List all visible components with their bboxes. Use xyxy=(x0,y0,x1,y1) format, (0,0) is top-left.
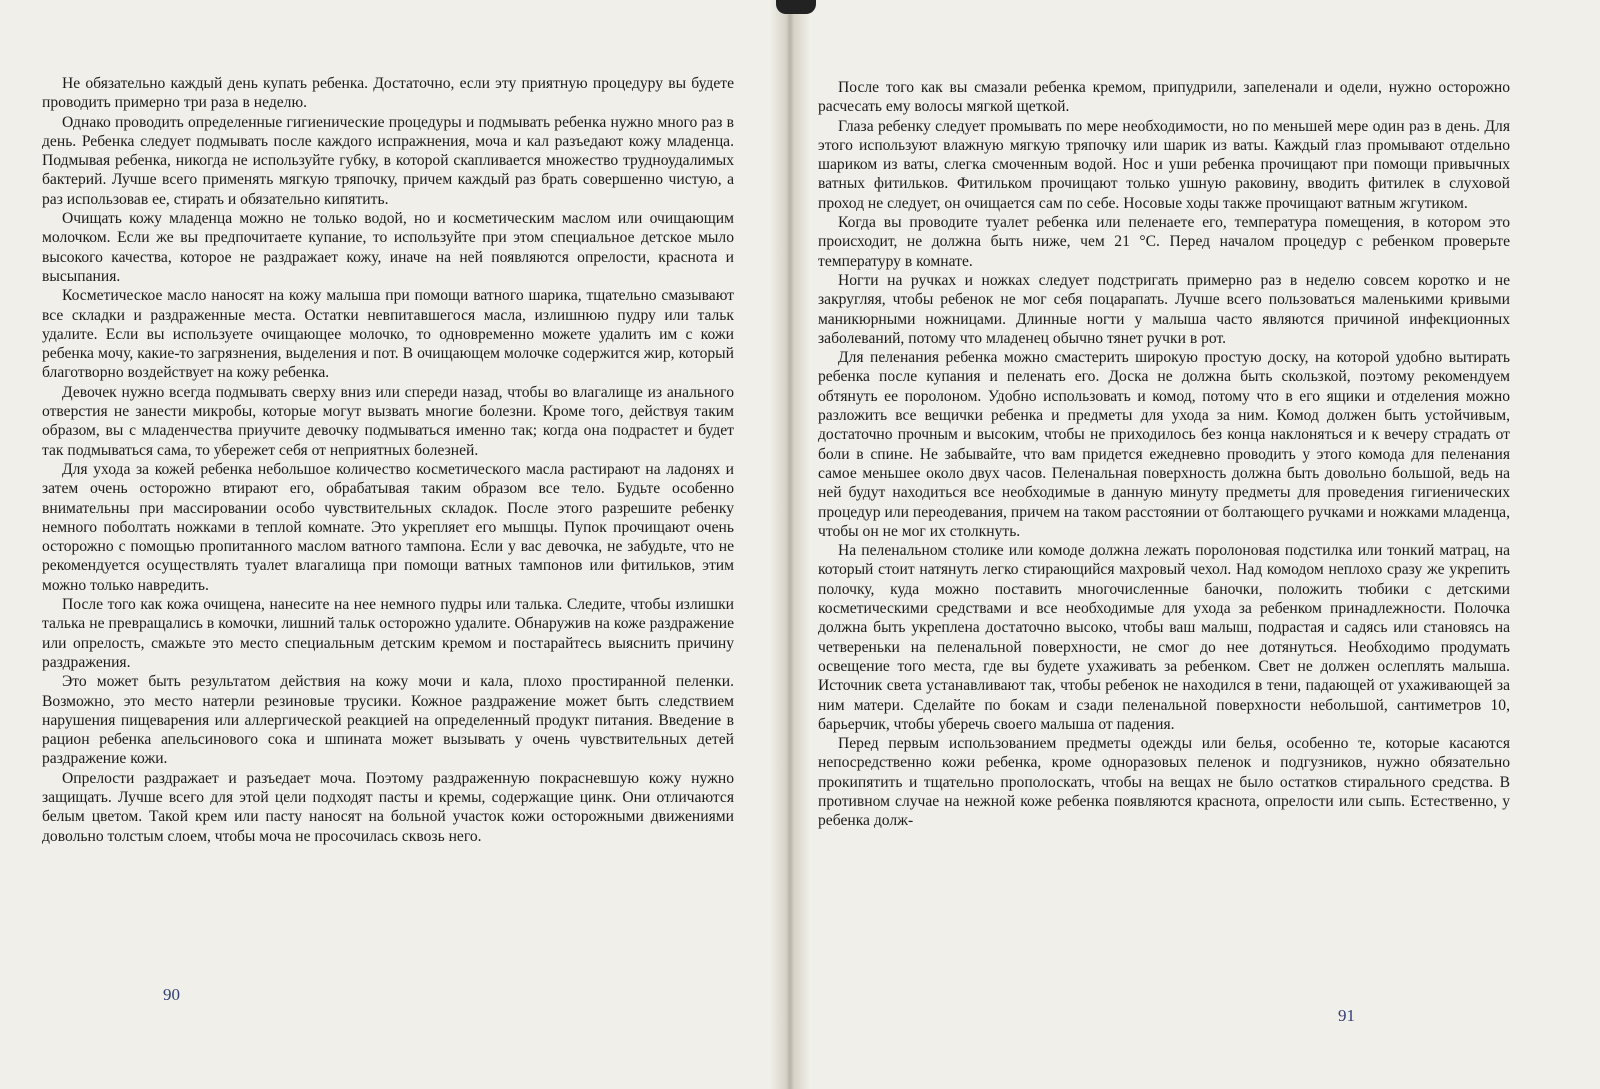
paragraph: Ногти на ручках и ножках следует подстригать примерно раз в неделю совсем коротко и не закругляя, чтобы ребенок не мог себя поцарапать. Лучше всего пользоваться маленькими кривыми маникюрными ножницами. Длинные ногти у малыша часто являются причиной инфекционных заболеваний, потому что младенец обычно тянет ручки в рот. xyxy=(818,271,1510,347)
left-page-text xyxy=(42,74,734,846)
paragraph: Это может быть результатом действия на кожу мочи и кала, плохо простиранной пеленки. Возможно, это место натерли резиновые трусики. Кожное раздражение может быть следствием нарушения пищеварения или аллергической реакцией на определенный продукт питания. Введение в рацион ребенка апельсинового сока и шпината может вызывать у очень чувствительных детей раздражение кожи. xyxy=(42,673,734,768)
paragraph: Девочек нужно всегда подмывать сверху вниз или спереди назад, чтобы во влагалище из анального отверстия не занести микробы, которые могут вызвать многие болезни. Кроме того, действуя таким образом, вы с младенчества приучите девочку подмываться именно так; когда она подрастет и будет так подмываться сама, то убережет себя от неприятных болезней. xyxy=(42,383,734,459)
paragraph: Косметическое масло наносят на кожу малыша при помощи ватного шарика, тщательно смазывают все складки и раздраженные места. Остатки невпитавшегося масла, излишнюю пудру или тальк удалите. Если вы используете очищающее молочко, то одновременно можете удалить им с кожи ребенка мочу, какие-то загрязнения, выделения и пот. В очищающем молочке содержится жир, который благотворно воздействует на кожу ребенка. xyxy=(42,287,734,382)
paragraph: Глаза ребенку следует промывать по мере необходимости, но по меньшей мере один раз в день. Для этого используют влажную мягкую тряпочку или шарик из ваты. Каждый глаз промывают отдельно шариком из ваты, слегка смоченным водой. Нос и уши ребенка прочищают при помощи привычных ватных фитильков. Фитильком прочищают только ушную раковину, вводить фитилек в слуховой проход не следует, он очищается сам по себе. Носовые ходы также прочищают ватным жгутиком. xyxy=(818,117,1510,212)
paragraph: Когда вы проводите туалет ребенка или пеленаете его, температура помещения, в котором это происходит, не должна быть ниже, чем 21 °С. Перед началом процедур с ребенком проверьте температуру в комнате. xyxy=(818,214,1510,270)
right-page-text xyxy=(818,78,1510,831)
paragraph: Для ухода за кожей ребенка небольшое количество косметического масла растирают на ладонях и затем очень осторожно втирают его, обрабатывая таким образом все тело. Будьте особенно внимательны при массировании особо чувствительных складок. После этого разрешите ребенку немного поболтать ножками в теплой комнате. Это укрепляет его мышцы. Пупок прочищают очень осторожно с помощью пропитанного маслом ватного тампона. Если у вас девочка, не забудьте, что не рекомендуется осуществлять туалет влагалища при помощи ватных тампонов или фитильков, этим можно только навредить. xyxy=(42,460,734,594)
book-cover-edge xyxy=(776,0,816,14)
page-number-right: 91 xyxy=(1338,1006,1355,1025)
paragraph: На пеленальном столике или комоде должна лежать поролоновая подстилка или тонкий матрац, на который стоит натянуть легко стирающийся махровый чехол. Над комодом неплохо сразу же укрепить полочку, куда можно поставить многочисленные баночки, положить тюбики с детскими косметическими средствами и все необходимые для ухода за ребенком принадлежности. Полочка должна быть укреплена достаточно высоко, чтобы ваш малыш, подрастая и садясь или становясь на четвереньки на пеленальной поверхности, не смог до нее дотянуться. Необходимо продумать освещение того места, где вы будете ухаживать за ребенком. Свет не должен ослеплять малыша. Источник света устанавливают так, чтобы ребенок не находился в тени, падающей от ухаживающей за ним матери. Сделайте по бокам и сзади пеленальной поверхности небольшой, сантиметров 10, барьерчик, чтобы уберечь своего малыша от падения. xyxy=(818,542,1510,733)
paragraph: Для пеленания ребенка можно смастерить широкую простую доску, на которой удобно вытирать ребенка после купания и пеленать его. Доска не должна быть скользкой, поэтому рекомендуем обтянуть ее поролоном. Удобно использовать и комод, потому что в его ящики и отделения можно разложить все вещички ребенка и предметы для ухода за ним. Комод должен быть устойчивым, достаточно прочным и высоким, чтобы не приходилось без конца наклоняться и к вечеру страдать от боли в спине. Не забывайте, что вам придется ежедневно проводить у этого комода для пеленания самое меньшее около двух часов. Пеленальная поверхность должна быть довольно большой, ведь на ней будут находиться все необходимые в данную минуту предметы для проведения гигиенических процедур или переодевания, причем на таком расстоянии от болтающего ручками и ножками младенца, чтобы он не мог их столкнуть. xyxy=(818,349,1510,540)
page-number-left: 90 xyxy=(163,985,180,1004)
paragraph: После того как кожа очищена, нанесите на нее немного пудры или талька. Следите, чтобы излишки талька не превращались в комочки, лишний тальк осторожно удалите. Обнаружив на коже раздражение или опрелость, смажьте это место специальным детским кремом и постарайтесь выяснить причину раздражения. xyxy=(42,596,734,671)
paragraph: После того как вы смазали ребенка кремом, припудрили, запеленали и одели, нужно осторожно расчесать ему волосы мягкой щеткой. xyxy=(818,79,1510,116)
paragraph: Перед первым использованием предметы одежды или белья, особенно те, которые касаются непосредственно кожи ребенка, кроме одноразовых пеленок и подгузников, нужно обязательно прокипятить и тщательно прополоскать, чтобы на вещах не было остатков стирального средства. В противном случае на нежной коже ребенка появляются краснота, опрелости или сыпь. Естественно, у ребенка долж- xyxy=(818,735,1510,830)
paragraph: Опрелости раздражает и разъедает моча. Поэтому раздраженную покрасневшую кожу нужно защищать. Лучше всего для этой цели подходят пасты и кремы, содержащие цинк. Они отличаются белым цветом. Такой крем или пасту наносят на больной участок кожи осторожными движениями довольно толстым слоем, чтобы моча не просочилась сквозь него. xyxy=(42,769,734,845)
paragraph: Очищать кожу младенца можно не только водой, но и косметическим маслом или очищающим молочком. Если же вы предпочитаете купание, то используйте при этом специальное детское мыло высокого качества, которое не раздражает кожу, иначе на ней появляются опрелости, краснота и высыпания. xyxy=(42,210,734,285)
left-page xyxy=(0,0,790,1089)
paragraph: Не обязательно каждый день купать ребенка. Достаточно, если эту приятную процедуру вы будете проводить примерно три раза в неделю. xyxy=(42,75,734,112)
paragraph: Однако проводить определенные гигиенические процедуры и подмывать ребенка нужно много раз в день. Ребенка следует подмывать после каждого испражнения, моча и кал разъедают кожу младенца. Подмывая ребенка, никогда не используйте губку, в которой скапливается множество трудноудалимых бактерий. Лучше всего применять мягкую тряпочку, причем каждый раз брать совершенно чистую, а раз использовав ее, стирать и обязательно кипятить. xyxy=(42,113,734,208)
book-gutter xyxy=(770,0,810,1089)
